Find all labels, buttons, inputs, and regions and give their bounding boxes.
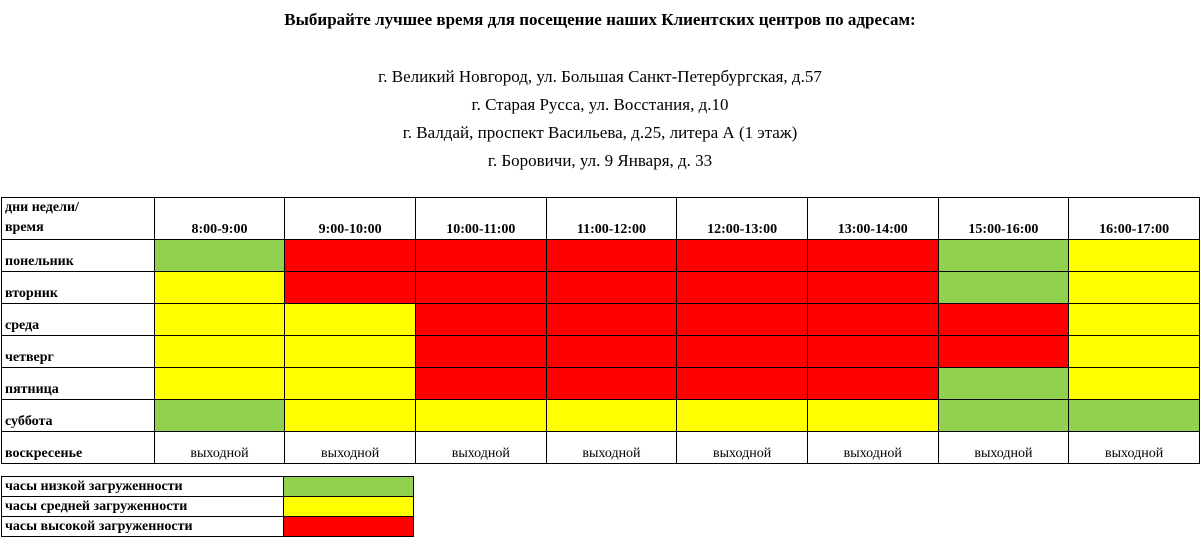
time-slot-header: 15:00-16:00 (938, 198, 1069, 240)
legend-swatch-mid (284, 497, 414, 517)
address-list (0, 63, 1200, 175)
load-cell-mid (154, 336, 285, 368)
day-label: суббота (2, 400, 155, 432)
load-cell-high (677, 240, 808, 272)
day-off-cell: выходной (154, 432, 285, 464)
legend-swatch-low (284, 477, 414, 497)
load-cell-mid (1069, 272, 1200, 304)
load-cell-high (285, 272, 416, 304)
day-label: среда (2, 304, 155, 336)
load-cell-high (807, 304, 938, 336)
load-cell-mid (546, 400, 677, 432)
load-cell-mid (677, 400, 808, 432)
load-cell-low (154, 400, 285, 432)
address-line: г. Боровичи, ул. 9 Января, д. 33 (487, 151, 713, 170)
load-cell-mid (1069, 368, 1200, 400)
header-row (2, 198, 1200, 240)
day-label: воскресенье (2, 432, 155, 464)
load-cell-low (938, 240, 1069, 272)
legend-row (2, 497, 414, 517)
load-cell-high (807, 240, 938, 272)
corner-header-cell (2, 198, 155, 240)
load-cell-mid (1069, 336, 1200, 368)
legend-swatch-high (284, 517, 414, 537)
time-slot-header: 16:00-17:00 (1069, 198, 1200, 240)
time-slot-header: 13:00-14:00 (807, 198, 938, 240)
load-cell-high (677, 304, 808, 336)
day-label: понельник (2, 240, 155, 272)
load-cell-high (285, 240, 416, 272)
load-cell-high (415, 336, 546, 368)
load-cell-high (415, 368, 546, 400)
load-cell-mid (285, 304, 416, 336)
load-cell-mid (285, 368, 416, 400)
load-cell-low (938, 400, 1069, 432)
day-off-cell: выходной (938, 432, 1069, 464)
load-cell-high (546, 368, 677, 400)
table-row (2, 368, 1200, 400)
time-slot-header: 9:00-10:00 (285, 198, 416, 240)
load-cell-mid (1069, 304, 1200, 336)
load-cell-mid (154, 272, 285, 304)
load-cell-high (677, 336, 808, 368)
day-off-cell: выходной (415, 432, 546, 464)
page-title: Выбирайте лучшее время для посещение наших Клиентских центров по адресам: (284, 10, 916, 29)
day-off-cell: выходной (285, 432, 416, 464)
load-cell-mid (154, 368, 285, 400)
day-label: вторник (2, 272, 155, 304)
load-cell-high (415, 304, 546, 336)
legend-row (2, 477, 414, 497)
table-row (2, 432, 1200, 464)
table-row (2, 336, 1200, 368)
load-cell-high (415, 272, 546, 304)
day-label: четверг (2, 336, 155, 368)
load-cell-high (546, 336, 677, 368)
time-slot-header: 11:00-12:00 (546, 198, 677, 240)
address-line: г. Старая Русса, ул. Восстания, д.10 (471, 95, 729, 114)
load-cell-high (546, 240, 677, 272)
time-slot-header: 12:00-13:00 (677, 198, 808, 240)
load-cell-mid (807, 400, 938, 432)
time-slot-header: 8:00-9:00 (154, 198, 285, 240)
load-cell-high (677, 272, 808, 304)
load-cell-high (677, 368, 808, 400)
day-off-cell: выходной (1069, 432, 1200, 464)
corner-label-time: время (5, 220, 44, 235)
load-cell-mid (285, 336, 416, 368)
load-cell-mid (415, 400, 546, 432)
load-cell-high (807, 272, 938, 304)
legend-table (1, 476, 414, 537)
day-off-cell: выходной (677, 432, 808, 464)
table-row (2, 400, 1200, 432)
legend-row (2, 517, 414, 537)
time-slot-header: 10:00-11:00 (415, 198, 546, 240)
load-cell-mid (1069, 240, 1200, 272)
address-line: г. Валдай, проспект Васильева, д.25, литера А (1 этаж) (402, 123, 798, 142)
load-cell-mid (154, 304, 285, 336)
load-cell-high (415, 240, 546, 272)
legend-label: часы средней загруженности (2, 497, 284, 517)
load-cell-high (807, 336, 938, 368)
day-label: пятница (2, 368, 155, 400)
legend-label: часы низкой загруженности (2, 477, 284, 497)
legend-label: часы высокой загруженности (2, 517, 284, 537)
load-schedule-table (1, 197, 1200, 464)
load-cell-mid (285, 400, 416, 432)
day-off-cell: выходной (807, 432, 938, 464)
load-cell-low (154, 240, 285, 272)
load-cell-low (938, 368, 1069, 400)
load-cell-high (807, 368, 938, 400)
load-cell-high (546, 272, 677, 304)
load-cell-high (938, 336, 1069, 368)
corner-label-days: дни недели/ (5, 200, 79, 215)
load-cell-high (938, 304, 1069, 336)
day-off-cell: выходной (546, 432, 677, 464)
load-cell-low (1069, 400, 1200, 432)
address-line: г. Великий Новгород, ул. Большая Санкт-Петербургская, д.57 (378, 67, 822, 86)
load-cell-high (546, 304, 677, 336)
load-cell-low (938, 272, 1069, 304)
table-row (2, 240, 1200, 272)
table-row (2, 272, 1200, 304)
table-row (2, 304, 1200, 336)
